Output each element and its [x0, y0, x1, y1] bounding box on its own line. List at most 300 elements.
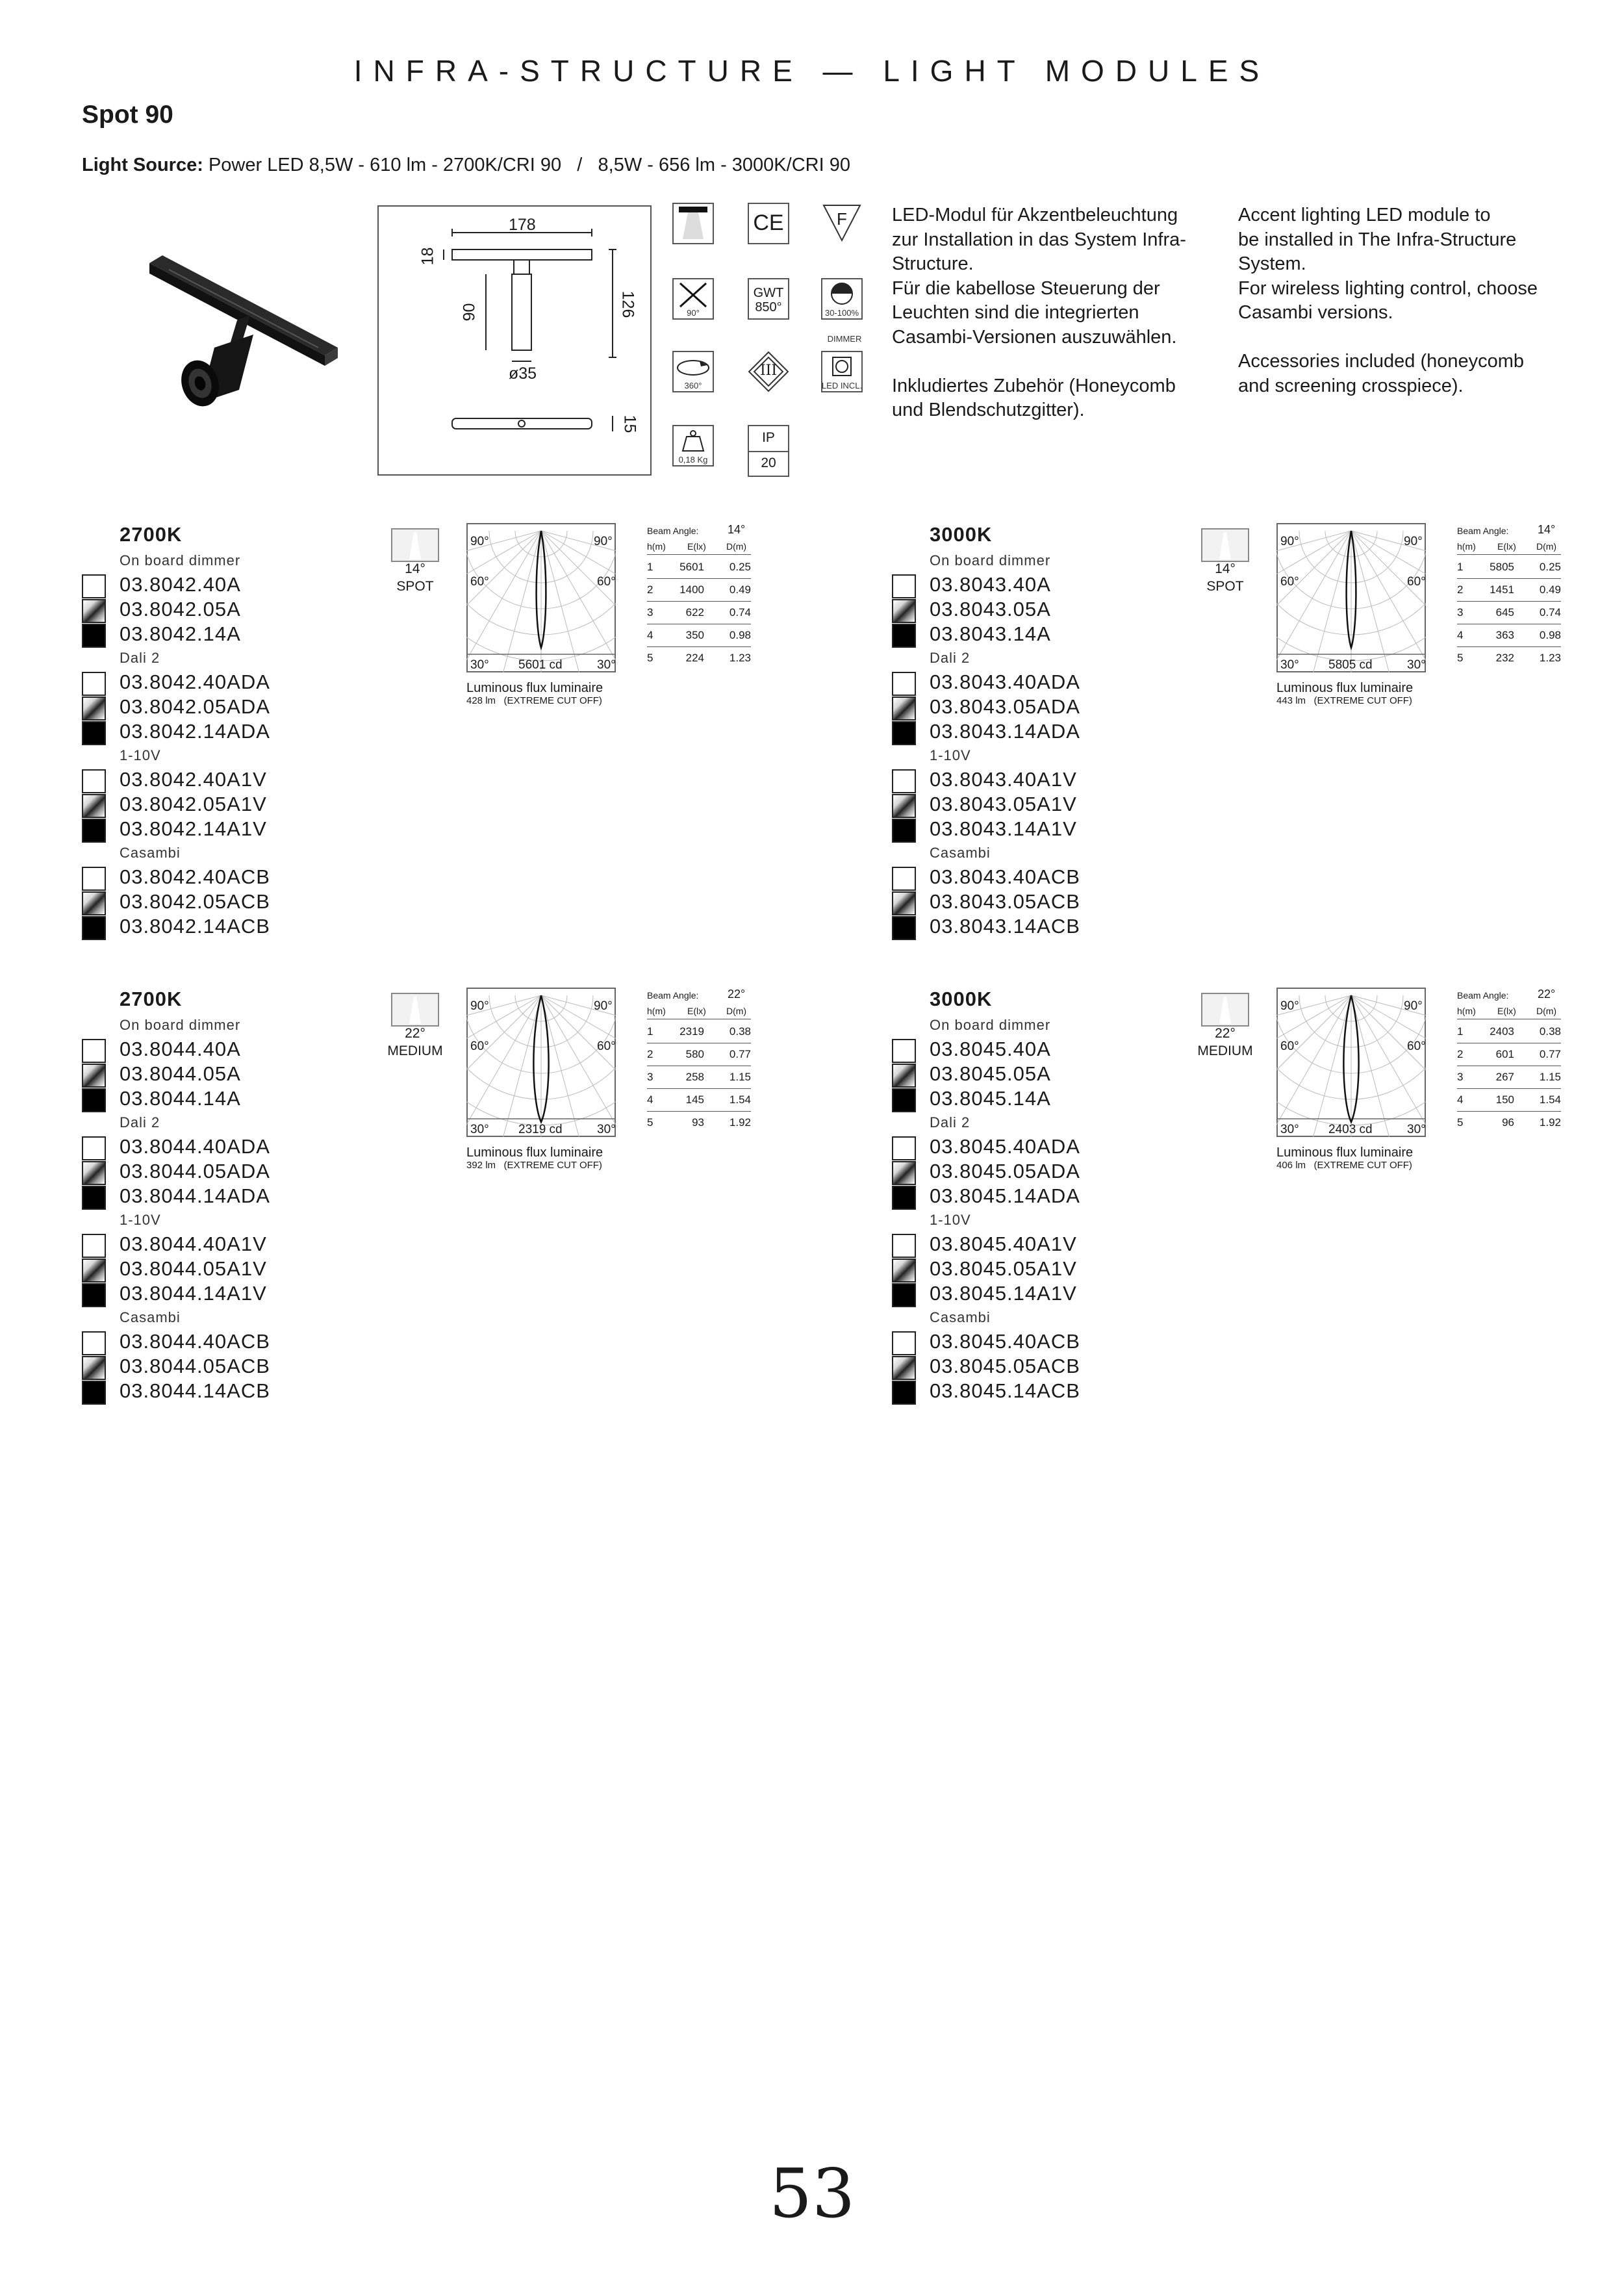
rotation-icon: 360° — [672, 351, 714, 392]
finish-swatch — [82, 867, 106, 891]
cell-e: 224 — [685, 652, 704, 664]
description-line: and screening crosspiece). — [1238, 375, 1464, 396]
finish-swatch — [82, 1064, 106, 1088]
finish-swatch — [892, 1039, 916, 1063]
luminous-flux-value — [1276, 695, 1412, 706]
description-line: LED-Modul für Akzentbeleuchtung — [892, 205, 1178, 225]
article-code: 03.8042.05ACB — [120, 890, 270, 913]
cell-e: 267 — [1495, 1071, 1514, 1083]
cell-h: 1 — [1457, 1025, 1464, 1038]
article-code: 03.8042.40A1V — [120, 768, 267, 791]
beam-type: MEDIUM — [387, 1043, 443, 1058]
cell-h: 4 — [647, 1093, 653, 1106]
col-h: h(m) — [647, 1006, 666, 1016]
article-code: 03.8043.05ADA — [930, 695, 1080, 718]
table-row — [1457, 1112, 1561, 1134]
col-d: D(m) — [726, 1006, 747, 1016]
cutoff-label: (EXTREME CUT OFF) — [1313, 695, 1412, 706]
variant-block — [892, 523, 1624, 945]
finish-swatch — [892, 916, 916, 940]
col-e: E(lx) — [1497, 1006, 1516, 1016]
control-type-label: 1-10V — [120, 747, 161, 763]
cell-e: 1400 — [679, 583, 704, 596]
description-line: Für die kabellose Steuerung der — [892, 277, 1160, 299]
cell-e: 145 — [685, 1093, 704, 1106]
dim-length: 178 — [509, 216, 536, 234]
description-line: For wireless lighting control, choose — [1238, 277, 1538, 299]
beam-type: SPOT — [396, 579, 434, 594]
finish-swatch — [892, 1136, 916, 1160]
finish-swatch — [892, 574, 916, 598]
light-source-value: Power LED 8,5W - 610 lm - 2700K/CRI 90 / 8,5W - 656 lm - 3000K/CRI 90 — [203, 155, 850, 175]
cell-e: 2319 — [679, 1025, 704, 1038]
table-row — [1457, 1021, 1561, 1043]
beam-angle-label: Beam Angle: — [647, 526, 699, 536]
article-code: 03.8045.40A — [930, 1038, 1051, 1060]
description-line: Structure. — [892, 253, 974, 274]
beam-angle-value: 22° — [1538, 988, 1556, 1001]
luminous-flux-lm: 392 lm — [466, 1160, 496, 1171]
article-code: 03.8042.40A — [120, 573, 241, 596]
finish-swatch — [892, 624, 916, 648]
finish-swatch — [82, 1356, 106, 1380]
peak-intensity: 2319 cd — [518, 1123, 563, 1136]
polar-label-90-right: 90° — [594, 535, 613, 548]
finish-swatch — [892, 1161, 916, 1185]
cell-d: 1.23 — [729, 652, 751, 664]
col-e: E(lx) — [687, 541, 706, 552]
beam-angle-label: Beam Angle: — [1457, 990, 1509, 1001]
cell-h: 4 — [647, 629, 653, 641]
cell-d: 1.92 — [729, 1116, 751, 1129]
col-h: h(m) — [1457, 1006, 1476, 1016]
cell-d: 0.98 — [729, 629, 751, 641]
finish-swatch — [82, 1331, 106, 1355]
polar-label-60-left: 60° — [1280, 1040, 1299, 1053]
cell-e: 350 — [685, 629, 704, 641]
cell-e: 5805 — [1490, 561, 1514, 573]
beam-shape-icon — [1201, 993, 1249, 1027]
finish-swatch — [82, 672, 106, 696]
control-type-label: Dali 2 — [930, 650, 971, 666]
article-code: 03.8042.14A — [120, 622, 241, 645]
polar-label-30-left: 30° — [470, 658, 489, 672]
table-row — [647, 1067, 751, 1089]
cell-e: 1451 — [1490, 583, 1514, 596]
polar-label-90-right: 90° — [594, 999, 613, 1013]
article-code: 03.8045.05A — [930, 1062, 1051, 1085]
cell-h: 3 — [647, 1071, 653, 1083]
beam-angle-value: 14° — [728, 523, 746, 536]
finish-swatch — [82, 1088, 106, 1112]
control-type-label: On board dimmer — [120, 1017, 241, 1033]
table-row — [647, 1021, 751, 1043]
luminous-flux-title: Luminous flux luminaire — [466, 1145, 603, 1160]
cell-d: 1.92 — [1539, 1116, 1561, 1129]
table-row — [1457, 557, 1561, 579]
beam-angle-icon: 90° — [672, 278, 714, 320]
article-code: 03.8042.05A — [120, 598, 241, 620]
finish-swatch — [892, 1234, 916, 1258]
cell-d: 0.38 — [729, 1025, 751, 1038]
cell-e: 5601 — [679, 561, 704, 573]
weight-icon: 0,18 Kg — [672, 425, 714, 466]
polar-label-30-left: 30° — [1280, 1123, 1299, 1136]
finish-swatch — [82, 1161, 106, 1185]
article-code: 03.8045.05A1V — [930, 1257, 1077, 1280]
cell-d: 0.77 — [1539, 1048, 1561, 1060]
cell-d: 1.15 — [1539, 1071, 1561, 1083]
article-code: 03.8043.40A1V — [930, 768, 1077, 791]
article-code: 03.8044.14ACB — [120, 1379, 270, 1402]
finish-swatch — [892, 1381, 916, 1405]
cell-d: 1.54 — [729, 1093, 751, 1106]
description-line: System. — [1238, 253, 1306, 274]
table-row — [1457, 1067, 1561, 1089]
cell-d: 0.49 — [729, 583, 751, 596]
table-row — [647, 1112, 751, 1134]
dim-top: 18 — [418, 247, 437, 266]
cell-e: 150 — [1495, 1093, 1514, 1106]
luminous-flux-title: Luminous flux luminaire — [1276, 1145, 1414, 1160]
finish-swatch — [892, 1064, 916, 1088]
polar-label-90-left: 90° — [470, 535, 489, 548]
cell-e: 258 — [685, 1071, 704, 1083]
cell-d: 1.54 — [1539, 1093, 1561, 1106]
control-type-label: Casambi — [930, 1309, 991, 1325]
description-line: be installed in The Infra-Structure — [1238, 229, 1517, 250]
description-german — [892, 203, 1186, 423]
cell-e: 93 — [692, 1116, 704, 1129]
table-header-row — [1457, 1002, 1561, 1019]
luminous-flux-lm: 443 lm — [1276, 695, 1306, 706]
finish-swatch — [82, 696, 106, 721]
finish-swatch — [892, 794, 916, 818]
col-h: h(m) — [1457, 541, 1476, 552]
dim-track: 15 — [620, 415, 639, 433]
cell-e: 645 — [1495, 606, 1514, 619]
finish-swatch — [82, 1186, 106, 1210]
control-type-label: Casambi — [120, 1309, 181, 1325]
article-code: 03.8043.05A1V — [930, 793, 1077, 815]
control-type-label: 1-10V — [930, 747, 971, 763]
polar-label-90-left: 90° — [1280, 535, 1299, 548]
cell-h: 3 — [1457, 1071, 1464, 1083]
finish-swatch — [82, 1039, 106, 1063]
beam-shape-icon — [391, 528, 439, 562]
article-code: 03.8045.14ACB — [930, 1379, 1080, 1402]
dimmer-label: DIMMER — [827, 334, 862, 344]
beam-degree: 14° — [1215, 561, 1236, 576]
beam-angle-value: 22° — [728, 988, 746, 1001]
cutoff-label: (EXTREME CUT OFF) — [1313, 1160, 1412, 1171]
dimmer-icon: 30-100% — [821, 278, 863, 320]
cell-h: 2 — [1457, 583, 1464, 596]
article-code: 03.8043.14A1V — [930, 817, 1077, 840]
article-code: 03.8042.14ACB — [120, 915, 270, 938]
finish-swatch — [892, 867, 916, 891]
col-e: E(lx) — [1497, 541, 1516, 552]
cell-h: 5 — [647, 1116, 653, 1129]
cell-h: 5 — [1457, 1116, 1464, 1129]
polar-label-60-right: 60° — [597, 1040, 616, 1053]
cell-e: 580 — [685, 1048, 704, 1060]
cell-d: 0.77 — [729, 1048, 751, 1060]
table-row — [647, 580, 751, 602]
variant-block — [892, 988, 1624, 1410]
description-line: Accent lighting LED module to — [1238, 205, 1491, 225]
article-code: 03.8044.05A1V — [120, 1257, 267, 1280]
description-line: Accessories included (honeycomb — [1238, 351, 1525, 372]
beam-degree: 22° — [405, 1026, 425, 1041]
page-header-title: INFRA-STRUCTURE — LIGHT MODULES — [353, 54, 1271, 88]
led-included-icon: LED INCL. — [821, 351, 863, 392]
finish-swatch — [892, 1283, 916, 1307]
col-d: D(m) — [1536, 1006, 1557, 1016]
cell-d: 1.15 — [729, 1071, 751, 1083]
article-code: 03.8043.40ACB — [930, 865, 1080, 888]
luminous-flux-lm: 428 lm — [466, 695, 496, 706]
finish-swatch — [82, 624, 106, 648]
finish-swatch — [82, 599, 106, 623]
polar-label-30-right: 30° — [597, 658, 616, 672]
peak-intensity: 5805 cd — [1328, 658, 1373, 672]
table-row — [1457, 648, 1561, 669]
beam-degree: 14° — [405, 561, 425, 576]
cell-h: 5 — [1457, 652, 1464, 664]
control-type-label: 1-10V — [120, 1212, 161, 1228]
article-code: 03.8043.14ACB — [930, 915, 1080, 938]
cell-d: 1.23 — [1539, 652, 1561, 664]
beam-shape-icon — [1201, 528, 1249, 562]
beam-angle-value: 14° — [1538, 523, 1556, 536]
finish-swatch — [82, 891, 106, 915]
article-code: 03.8042.14ADA — [120, 720, 270, 743]
description-line — [1238, 326, 1538, 350]
finish-swatch — [892, 819, 916, 843]
article-code: 03.8043.05ACB — [930, 890, 1080, 913]
finish-swatch — [892, 721, 916, 745]
finish-swatch — [892, 1088, 916, 1112]
cell-h: 3 — [647, 606, 653, 619]
finish-swatch — [892, 769, 916, 793]
beam-angle-label: Beam Angle: — [1457, 526, 1509, 536]
variant-block — [82, 523, 887, 945]
f-mark-icon: F — [821, 203, 863, 244]
cell-h: 1 — [647, 561, 653, 573]
cell-d: 0.98 — [1539, 629, 1561, 641]
cell-h: 3 — [1457, 606, 1464, 619]
luminous-flux-title: Luminous flux luminaire — [1276, 681, 1414, 695]
article-code: 03.8043.05A — [930, 598, 1051, 620]
color-temperature-heading: 3000K — [930, 523, 993, 546]
control-type-label: On board dimmer — [120, 552, 241, 568]
article-code: 03.8045.40A1V — [930, 1233, 1077, 1255]
table-row — [647, 648, 751, 669]
finish-swatch — [892, 599, 916, 623]
article-code: 03.8042.40ADA — [120, 671, 270, 693]
polar-label-60-left: 60° — [1280, 575, 1299, 589]
polar-label-60-right: 60° — [1407, 575, 1426, 589]
description-line: Inkludiertes Zubehör (Honeycomb — [892, 375, 1176, 396]
article-code: 03.8045.14ADA — [930, 1184, 1080, 1207]
control-type-label: On board dimmer — [930, 1017, 1051, 1033]
table-row — [1457, 580, 1561, 602]
dim-body: 90 — [460, 303, 479, 322]
polar-label-30-left: 30° — [470, 1123, 489, 1136]
luminous-flux-lm: 406 lm — [1276, 1160, 1306, 1171]
finish-swatch — [82, 1381, 106, 1405]
polar-label-30-right: 30° — [1407, 658, 1426, 672]
table-header-row — [647, 1002, 751, 1019]
article-code: 03.8043.40ADA — [930, 671, 1080, 693]
cell-h: 2 — [1457, 1048, 1464, 1060]
control-type-label: On board dimmer — [930, 552, 1051, 568]
table-row — [647, 602, 751, 624]
color-temperature-heading: 3000K — [930, 988, 993, 1010]
light-source-line — [82, 155, 850, 176]
table-row — [1457, 625, 1561, 647]
cell-d: 0.74 — [1539, 606, 1561, 619]
polar-label-90-left: 90° — [1280, 999, 1299, 1013]
article-code: 03.8045.40ADA — [930, 1135, 1080, 1158]
dimension-drawing — [377, 205, 652, 476]
description-line: zur Installation in das System Infra- — [892, 229, 1186, 250]
cutoff-label: (EXTREME CUT OFF) — [503, 1160, 602, 1171]
finish-swatch — [82, 1283, 106, 1307]
cell-h: 2 — [647, 1048, 653, 1060]
control-type-label: Dali 2 — [120, 1114, 160, 1131]
col-e: E(lx) — [687, 1006, 706, 1016]
beam-degree: 22° — [1215, 1026, 1236, 1041]
beam-shape-icon — [391, 993, 439, 1027]
article-code: 03.8045.14A — [930, 1087, 1051, 1110]
polar-label-60-right: 60° — [1407, 1040, 1426, 1053]
cell-e: 622 — [685, 606, 704, 619]
cell-d: 0.74 — [729, 606, 751, 619]
article-code: 03.8044.05ADA — [120, 1160, 270, 1182]
luminous-flux-value — [466, 1160, 602, 1171]
cell-d: 0.49 — [1539, 583, 1561, 596]
finish-swatch — [892, 696, 916, 721]
cell-e: 363 — [1495, 629, 1514, 641]
table-row — [647, 557, 751, 579]
ip-rating-box: IP 20 — [748, 425, 789, 477]
article-code: 03.8044.40ACB — [120, 1330, 270, 1353]
article-code: 03.8045.14A1V — [930, 1282, 1077, 1305]
description-english — [1238, 203, 1538, 398]
description-line: Leuchten sind die integrierten — [892, 302, 1139, 323]
col-d: D(m) — [726, 541, 747, 552]
variant-block — [82, 988, 887, 1410]
finish-swatch — [82, 1136, 106, 1160]
cell-d: 0.25 — [729, 561, 751, 573]
description-line: Casambi versions. — [1238, 302, 1393, 323]
finish-swatch — [82, 794, 106, 818]
article-code: 03.8044.14ADA — [120, 1184, 270, 1207]
finish-swatch — [892, 672, 916, 696]
table-row — [647, 1090, 751, 1112]
finish-swatch — [892, 1356, 916, 1380]
article-code: 03.8044.05A — [120, 1062, 241, 1085]
col-d: D(m) — [1536, 541, 1557, 552]
peak-intensity: 2403 cd — [1328, 1123, 1373, 1136]
article-code: 03.8045.40ACB — [930, 1330, 1080, 1353]
peak-intensity: 5601 cd — [518, 658, 563, 672]
article-code: 03.8045.05ACB — [930, 1355, 1080, 1377]
cell-d: 0.25 — [1539, 561, 1561, 573]
table-row — [1457, 1090, 1561, 1112]
table-row — [647, 625, 751, 647]
cell-h: 1 — [1457, 561, 1464, 573]
dim-total: 126 — [618, 290, 637, 318]
description-line — [892, 350, 1186, 374]
dim-diameter: ø35 — [509, 364, 537, 383]
color-temperature-heading: 2700K — [120, 988, 183, 1010]
article-code: 03.8043.40A — [930, 573, 1051, 596]
cell-d: 0.38 — [1539, 1025, 1561, 1038]
light-source-label: Light Source: — [82, 155, 203, 175]
page-number: 53 — [768, 2154, 856, 2233]
cell-h: 5 — [647, 652, 653, 664]
finish-swatch — [82, 721, 106, 745]
polar-label-60-left: 60° — [470, 1040, 489, 1053]
polar-label-30-right: 30° — [597, 1123, 616, 1136]
color-temperature-heading: 2700K — [120, 523, 183, 546]
table-header-row — [647, 537, 751, 555]
article-code: 03.8042.05ADA — [120, 695, 270, 718]
luminous-flux-value — [1276, 1160, 1412, 1171]
product-photo — [130, 250, 344, 419]
control-type-label: Dali 2 — [930, 1114, 971, 1131]
article-code: 03.8044.14A — [120, 1087, 241, 1110]
control-type-label: 1-10V — [930, 1212, 971, 1228]
col-h: h(m) — [647, 541, 666, 552]
article-code: 03.8044.40A — [120, 1038, 241, 1060]
description-line: Casambi-Versionen auszuwählen. — [892, 326, 1177, 348]
finish-swatch — [892, 1258, 916, 1283]
beam-type: SPOT — [1206, 579, 1244, 594]
finish-swatch — [82, 916, 106, 940]
article-code: 03.8044.40ADA — [120, 1135, 270, 1158]
article-code: 03.8042.40ACB — [120, 865, 270, 888]
cutoff-label: (EXTREME CUT OFF) — [503, 695, 602, 706]
cell-e: 232 — [1495, 652, 1514, 664]
polar-label-90-left: 90° — [470, 999, 489, 1013]
cell-h: 1 — [647, 1025, 653, 1038]
polar-label-30-left: 30° — [1280, 658, 1299, 672]
finish-swatch — [82, 1258, 106, 1283]
table-row — [1457, 1044, 1561, 1066]
ce-mark-icon: CE — [748, 203, 789, 244]
cell-h: 4 — [1457, 629, 1464, 641]
table-row — [1457, 602, 1561, 624]
article-code: 03.8044.40A1V — [120, 1233, 267, 1255]
polar-label-90-right: 90° — [1404, 999, 1423, 1013]
finish-swatch — [82, 574, 106, 598]
article-code: 03.8042.05A1V — [120, 793, 267, 815]
product-title: Spot 90 — [82, 101, 173, 129]
finish-swatch — [892, 1331, 916, 1355]
beam-angle-label: Beam Angle: — [647, 990, 699, 1001]
finish-swatch — [82, 819, 106, 843]
cell-e: 96 — [1502, 1116, 1514, 1129]
class-three-icon: III — [748, 351, 789, 392]
finish-swatch — [892, 891, 916, 915]
finish-swatch — [82, 1234, 106, 1258]
article-code: 03.8043.14ADA — [930, 720, 1080, 743]
description-line: und Blendschutzgitter). — [892, 400, 1085, 420]
